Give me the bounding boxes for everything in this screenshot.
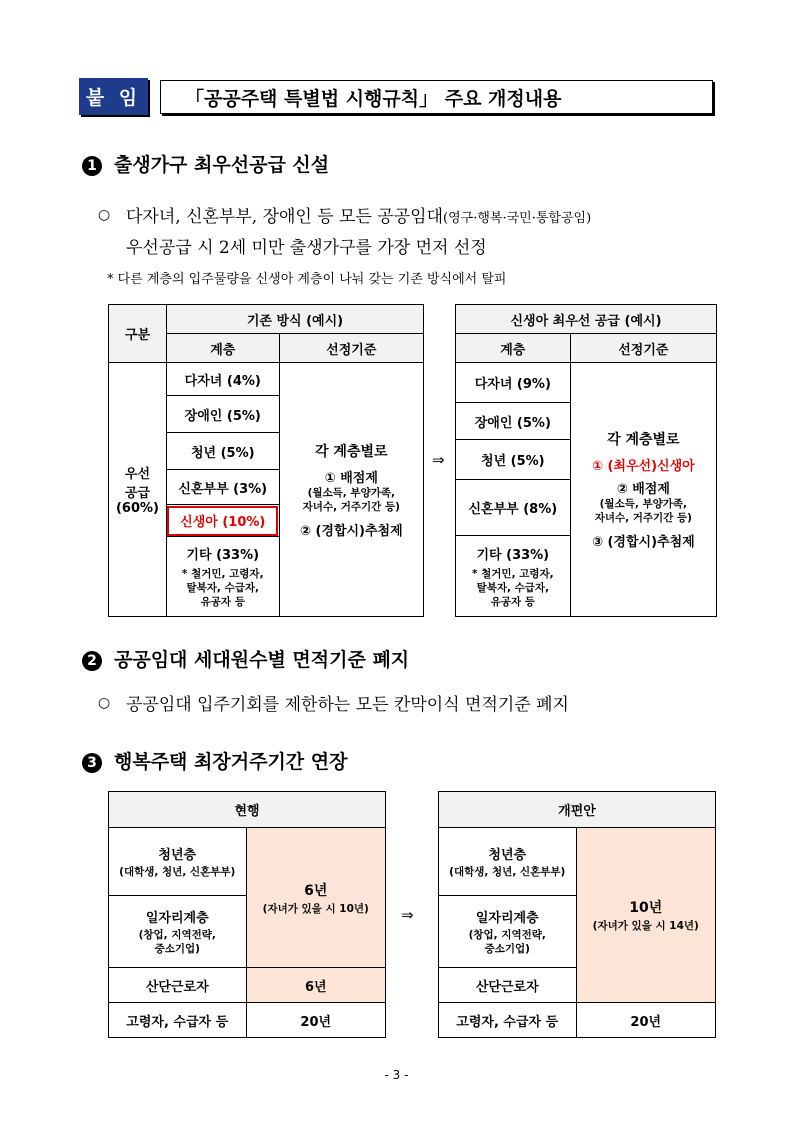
job-sub: (창업, 지역전략, [468, 929, 546, 941]
criteria-line: 자녀수, 거주기간 등) [594, 512, 692, 524]
section3-title: 행복주택 최장거주기간 연장 [114, 751, 348, 773]
current-job [109, 896, 247, 968]
arrow-icon: ⇒ [401, 906, 414, 924]
section2-title: 공공임대 세대원수별 면적기준 폐지 [114, 649, 410, 671]
etc-note: * 철거민, 고령자, [472, 567, 554, 580]
bullet-circle-icon: ○ [98, 695, 111, 711]
current-youth [109, 828, 247, 896]
existing-col-tier: 계층 [166, 334, 279, 363]
priority-supply-label [109, 363, 167, 617]
youth-label: 청년층 [158, 848, 197, 863]
section1-note: * 다른 계층의 입주물량을 신생아 계층이 나눠 갖는 기존 방식에서 탈피 [107, 272, 507, 287]
job-sub: 중소기업) [154, 943, 200, 955]
table-row: 다자녀 (9%) [456, 363, 571, 403]
priority-label-1: 우선 [124, 467, 151, 482]
youth-sub: (대학생, 청년, 신혼부부) [449, 866, 566, 878]
newborn-header: 신생아 최우선 공급 (예시) [456, 305, 717, 334]
section1-heading [82, 150, 329, 177]
job-sub: 중소기업) [484, 943, 530, 955]
table-row: 청년 (5%) [456, 440, 571, 480]
section1-bullet-line1 [126, 202, 591, 227]
job-label: 일자리계층 [475, 911, 539, 926]
current-worker: 산단근로자 [109, 968, 247, 1003]
criteria-line: (월소득, 부양가족, [599, 498, 688, 510]
criteria-line-newborn: ① (최우선)신생아 [591, 459, 695, 474]
table-row: 장애인 (5%) [166, 396, 279, 433]
revised-job [439, 896, 577, 968]
criteria-line: ② 배점제 [616, 482, 670, 497]
youth-sub: (대학생, 청년, 신혼부부) [119, 866, 236, 878]
revised-period [576, 828, 716, 1003]
section3-number: 3 [82, 753, 102, 773]
criteria-line: (월소득, 부양가족, [307, 486, 395, 499]
table-row: 청년 (5%) [166, 433, 279, 470]
revised-header: 개편안 [439, 792, 716, 828]
criteria-line: 각 계층별로 [607, 432, 680, 448]
arrow-icon: ⇒ [432, 451, 445, 469]
job-sub: (창업, 지역전략, [138, 929, 216, 941]
revised-youth [439, 828, 577, 896]
existing-header: 기존 방식 (예시) [166, 305, 423, 334]
period-sub: (자녀가 있을 시 14년) [592, 920, 699, 932]
criteria-line: 각 계층별로 [315, 443, 388, 460]
existing-col-criteria: 선정기준 [279, 334, 423, 363]
newborn-priority-table [455, 304, 717, 617]
priority-label-2: 공급 [124, 486, 151, 501]
table-row-etc [456, 536, 571, 617]
section1-title: 출생가구 최우선공급 신설 [114, 154, 330, 176]
newborn-criteria [570, 363, 716, 617]
period-sub: (자녀가 있을 시 10년) [262, 902, 369, 915]
section3-heading [82, 747, 347, 774]
etc-note: 탈북자, 수급자, [186, 582, 259, 594]
table-row: 장애인 (5%) [456, 403, 571, 440]
revised-elder-period: 20년 [576, 1003, 716, 1038]
etc-note: 탈북자, 수급자, [476, 581, 550, 594]
section1-bullet-paren: (영구·행복·국민·통합공임) [443, 211, 592, 226]
criteria-line: ② (경합시)추첨제 [299, 523, 403, 539]
existing-criteria [279, 363, 423, 617]
period-main: 6년 [304, 882, 328, 899]
current-table [108, 791, 386, 1038]
etc-label: 기타 (33%) [476, 547, 550, 563]
table-row: 다자녀 (4%) [166, 363, 279, 396]
etc-note: 유공자 등 [490, 595, 535, 608]
table-row: 신혼부부 (3%) [166, 470, 279, 505]
table-row-etc [166, 537, 279, 617]
revised-elder: 고령자, 수급자 등 [439, 1003, 577, 1038]
newborn-col-tier: 계층 [456, 334, 571, 363]
section1-bullet-text: 다자녀, 신혼부부, 장애인 등 모든 공공임대 [126, 207, 444, 227]
page-number: - 3 - [384, 1068, 409, 1082]
current-elder: 고령자, 수급자 등 [109, 1003, 247, 1038]
newborn-col-criteria: 선정기준 [570, 334, 716, 363]
revised-worker: 산단근로자 [439, 968, 577, 1003]
criteria-line: 자녀수, 거주기간 등) [302, 500, 400, 513]
job-label: 일자리계층 [145, 911, 209, 926]
current-elder-period: 20년 [246, 1003, 386, 1038]
section1-number: 1 [82, 156, 102, 176]
section1-bullet-line2: 우선공급 시 2세 미만 출생가구를 가장 먼저 선정 [126, 238, 487, 258]
etc-note: * 철거민, 고령자, [181, 568, 264, 580]
criteria-line: ① 배점제 [324, 470, 378, 486]
youth-label: 청년층 [488, 848, 527, 863]
current-worker-period: 6년 [246, 968, 386, 1003]
revised-table [438, 791, 716, 1038]
page-title: 「공공주택 특별법 시행규칙」 주요 개정내용 [160, 80, 713, 114]
etc-label: 기타 (33%) [186, 548, 260, 563]
table-row-newborn: 신생아 (10%) [166, 505, 279, 537]
existing-method-table [108, 304, 424, 617]
bullet-circle-icon: ○ [98, 207, 111, 223]
table-row: 신혼부부 (8%) [456, 480, 571, 536]
current-header: 현행 [109, 792, 386, 828]
criteria-line: ③ (경합시)추첨제 [591, 535, 695, 550]
etc-note: 유공자 등 [200, 596, 245, 608]
col-group-header: 구분 [109, 305, 167, 363]
section2-bullet: 공공임대 입주기회를 제한하는 모든 칸막이식 면적기준 폐지 [126, 695, 569, 715]
section2-heading [82, 645, 409, 672]
current-period [246, 828, 386, 968]
period-main: 10년 [629, 900, 663, 916]
priority-label-3: (60%) [115, 501, 159, 516]
attachment-tag: 붙 임 [79, 78, 148, 115]
section2-number: 2 [82, 651, 102, 671]
